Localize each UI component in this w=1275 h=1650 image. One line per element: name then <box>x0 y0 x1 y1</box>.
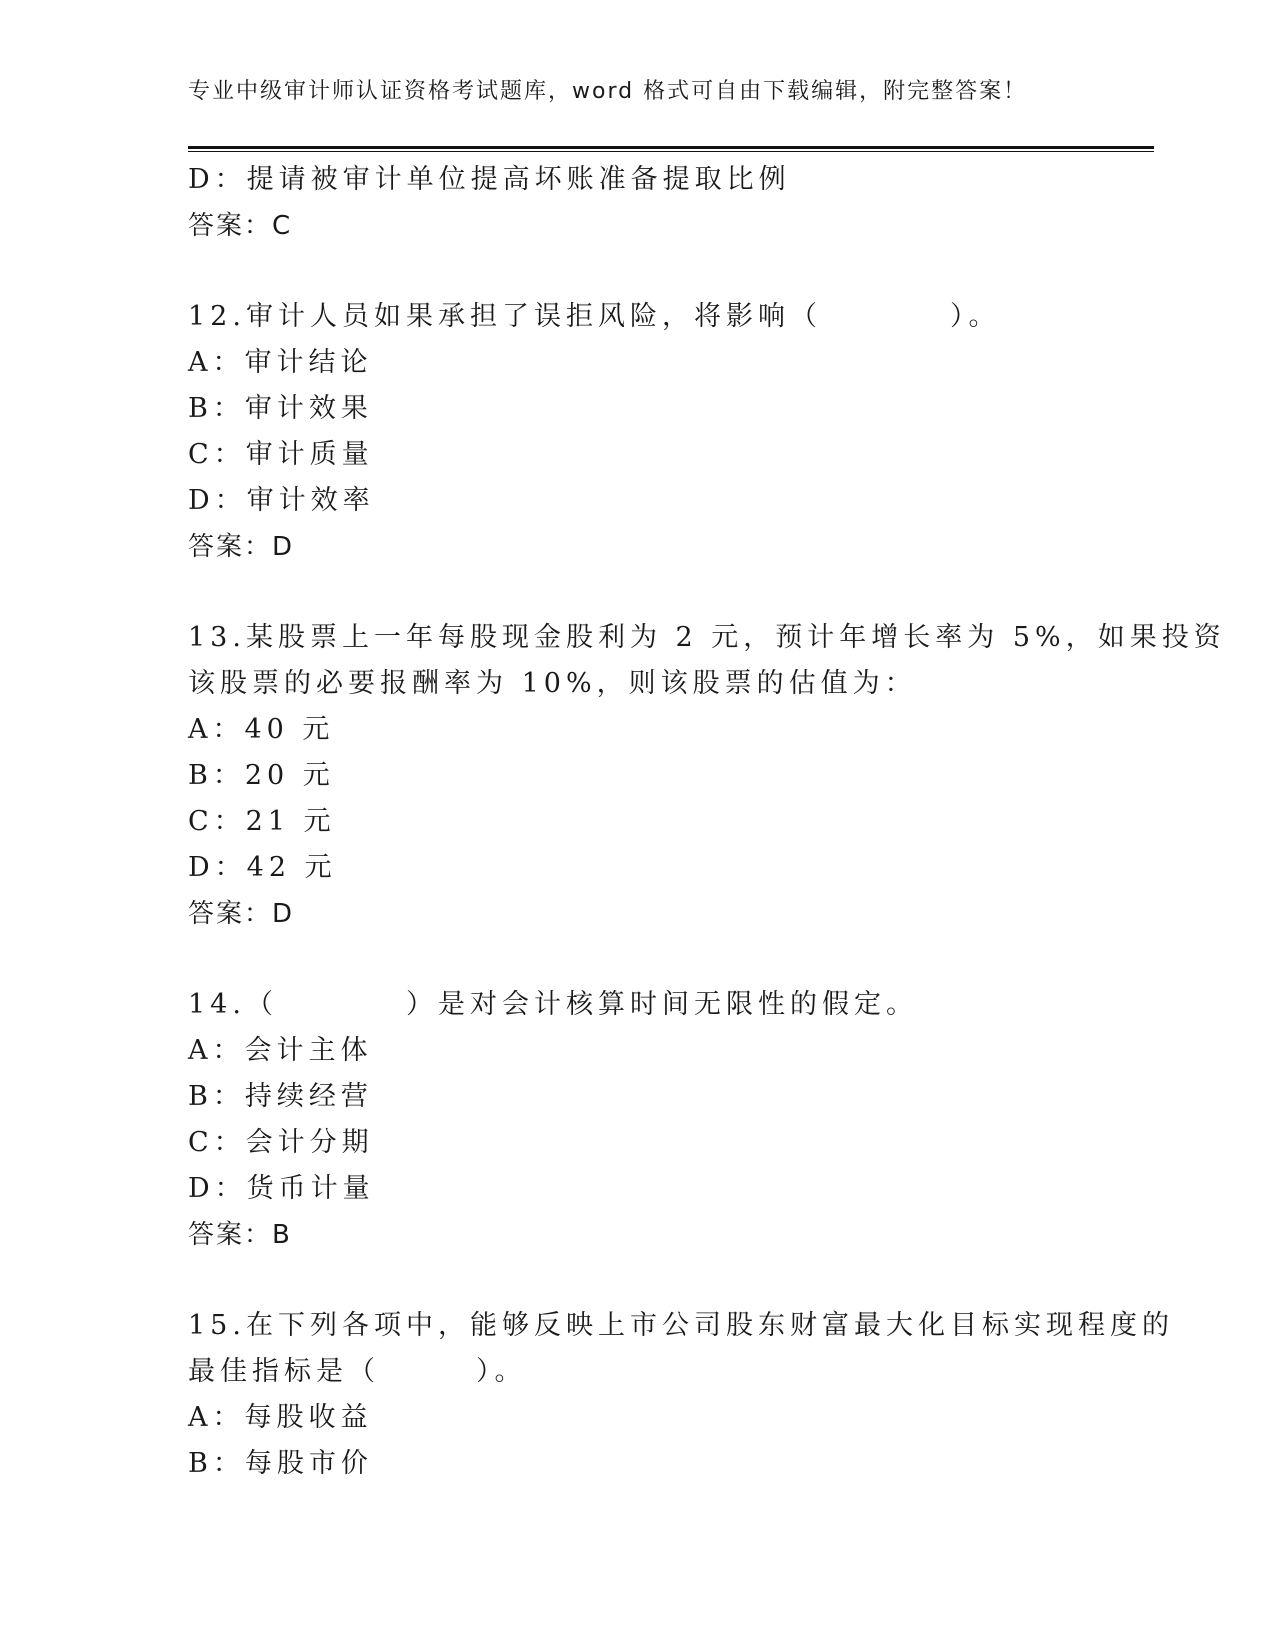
answer-line: 答案：D <box>188 899 295 929</box>
option-d: D：审计效率 <box>188 485 375 516</box>
question-12 <box>188 294 1088 570</box>
question-stem-line-1: 13.某股票上一年每股现金股利为 2 元，预计年增长率为 5%，如果投资 <box>188 622 1226 653</box>
question-13 <box>188 615 1226 937</box>
document-body <box>188 157 1226 1487</box>
question-11-tail <box>188 157 1088 249</box>
question-stem-line-2: 该股票的必要报酬率为 10%，则该股票的估值为： <box>188 668 917 699</box>
option-c: C：审计质量 <box>188 439 374 470</box>
option-d: D：42 元 <box>188 852 337 883</box>
option-b: B：持续经营 <box>188 1081 373 1112</box>
option-c: C：21 元 <box>188 806 336 837</box>
header-rule-thin <box>188 151 1154 152</box>
option-b: B：每股市价 <box>188 1448 373 1479</box>
header-rule-thick <box>188 146 1154 149</box>
option-a: A：每股收益 <box>188 1402 373 1433</box>
answer-line: 答案：D <box>188 532 295 562</box>
option-d: D：货币计量 <box>188 1173 375 1204</box>
option-a: A：40 元 <box>188 714 335 745</box>
question-stem: 12.审计人员如果承担了误拒风险，将影响（ ）。 <box>188 301 1001 332</box>
question-stem: 14.（ ）是对会计核算时间无限性的假定。 <box>188 989 918 1020</box>
answer-line: 答案：C <box>188 211 293 241</box>
option-a: A：审计结论 <box>188 347 373 378</box>
option-a: A：会计主体 <box>188 1035 373 1066</box>
option-c: C：会计分期 <box>188 1127 374 1158</box>
question-15 <box>188 1303 1174 1487</box>
question-stem-line-2: 最佳指标是（ ）。 <box>188 1356 527 1387</box>
page-header: 专业中级审计师认证资格考试题库，word 格式可自由下载编辑，附完整答案！ <box>188 79 1028 104</box>
question-stem-line-1: 15.在下列各项中，能够反映上市公司股东财富最大化目标实现程度的 <box>188 1310 1174 1341</box>
option-d: D：提请被审计单位提高坏账准备提取比例 <box>188 164 791 195</box>
option-b: B：20 元 <box>188 760 335 791</box>
answer-line: 答案：B <box>188 1220 292 1250</box>
option-b: B：审计效果 <box>188 393 373 424</box>
question-14 <box>188 982 1088 1258</box>
